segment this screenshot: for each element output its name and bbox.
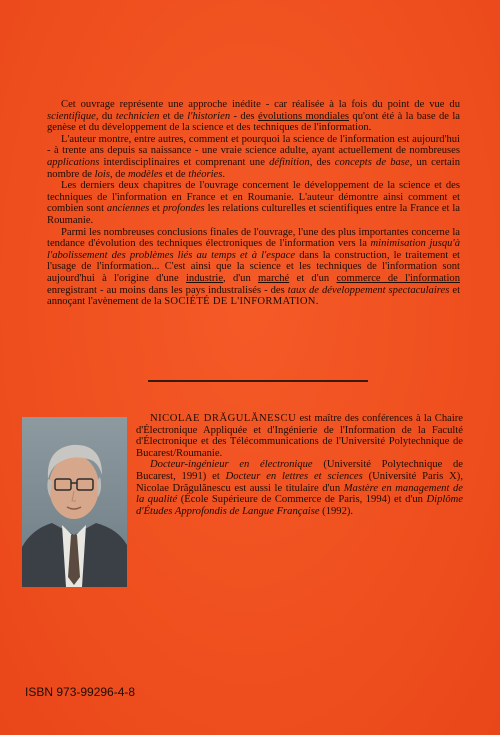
description-paragraph-1: Cet ouvrage représente une approche inédite - car réalisée à la fois du point de vue du scientifique, du technicien et de l'historien - des évolutions mondiales qu'ont été à la base de la genèse et du développement de la science et des techniques de l'information. xyxy=(47,99,460,134)
description-paragraph-3: Les derniers deux chapitres de l'ouvrage concernent le développement de la science et des techniques de l'information en France et en Roumanie. L'auteur démontre ainsi comment et combien sont anciennes et profondes les relations culturelles et scientifiques entre la France et la Roumanie. xyxy=(47,180,460,226)
biography-paragraph-1: NICOLAE DRĂGULĂNESCU est maître des conférences à la Chaire d'Électronique Appliquée et d'Ingénierie de l'Information de la Faculté d'Électronique et des Télécommunications de l'Université Polytechnique de Bucarest/Roumanie. xyxy=(136,413,464,459)
isbn-number: ISBN 973-99296-4-8 xyxy=(25,685,136,699)
author-photo xyxy=(22,417,127,587)
section-divider xyxy=(148,380,368,382)
author-biography xyxy=(136,413,463,517)
description-paragraph-4: Parmi les nombreuses conclusions finales de l'ouvrage, l'une des plus importantes concerne la tendance d'évolution des techniques électroniques de l'information vers la minimisation jusqu'à l'abolissement des problèmes liés au temps et à l'espace dans la construction, le traitement et l'usage de l'information... C'est ainsi que la science et les techniques de l'information sont aujourd'hui à l'origine d'une industrie, d'un marché et d'un commerce de l'information enregistrant - au moins dans les pays industralisés - des taux de développement spectaculaires et annoçant l'avènement de la SOCIÉTÉ DE L'INFORMATION. xyxy=(47,226,461,308)
biography-paragraph-2: Docteur-ingénieur en électronique (Université Polytechnique de Bucarest, 1991) et Docteur en lettres et sciences (Université Paris X), Nicolae Drăgulănescu est aussi le titulaire d'un Mastère en management de la qualité (École Supérieure de Commerce de Paris, 1994) et d'un Diplôme d'Études Approfondis de Langue Française (1992). xyxy=(136,459,463,517)
author-name: NICOLAE DRĂGULĂNESCU xyxy=(150,413,297,424)
book-description xyxy=(47,99,460,308)
author-portrait-icon xyxy=(22,417,127,587)
description-paragraph-2: L'auteur montre, entre autres, comment et pourquoi la science de l'information est aujourd'hui - à trente ans depuis sa naissance - une vraie science adulte, ayant actuellement de nombreuses applications interdisciplinaires et comprenant une définition, des concepts de base, un certain nombre de lois, de modèles et de théories. xyxy=(47,133,460,180)
